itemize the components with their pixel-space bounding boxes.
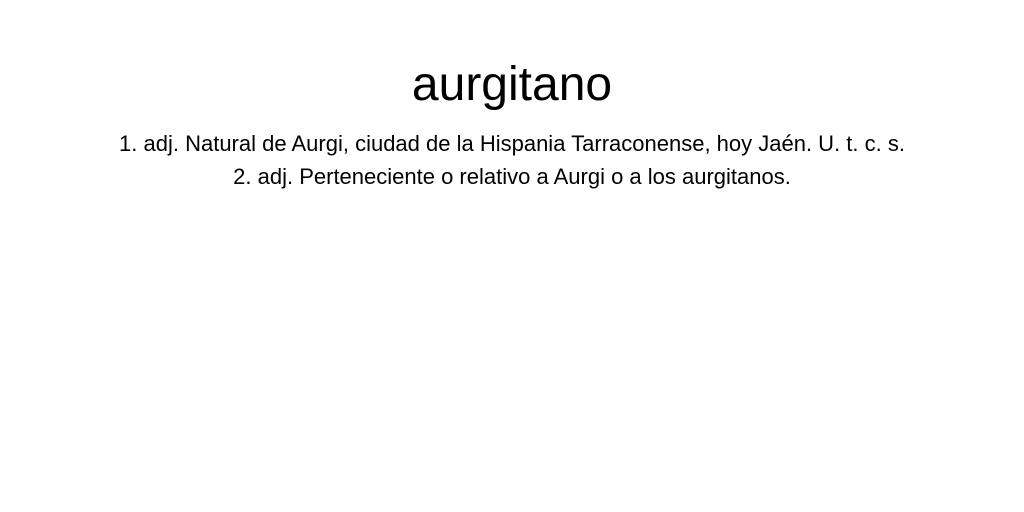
- definition-1: [64, 125, 960, 162]
- definition-list: [64, 125, 960, 195]
- headword: aurgitano: [411, 58, 613, 111]
- definition-2: [64, 158, 960, 195]
- definition-number: 2.: [233, 164, 252, 189]
- definition-text: adj. Natural de Aurgi, ciudad de la Hispania Tarraconense, hoy Jaén. U. t. c. s.: [143, 131, 905, 156]
- definition-number: 1.: [119, 131, 138, 156]
- dictionary-entry: [0, 0, 1024, 195]
- definition-text: adj. Perteneciente o relativo a Aurgi o a los aurgitanos.: [257, 164, 791, 189]
